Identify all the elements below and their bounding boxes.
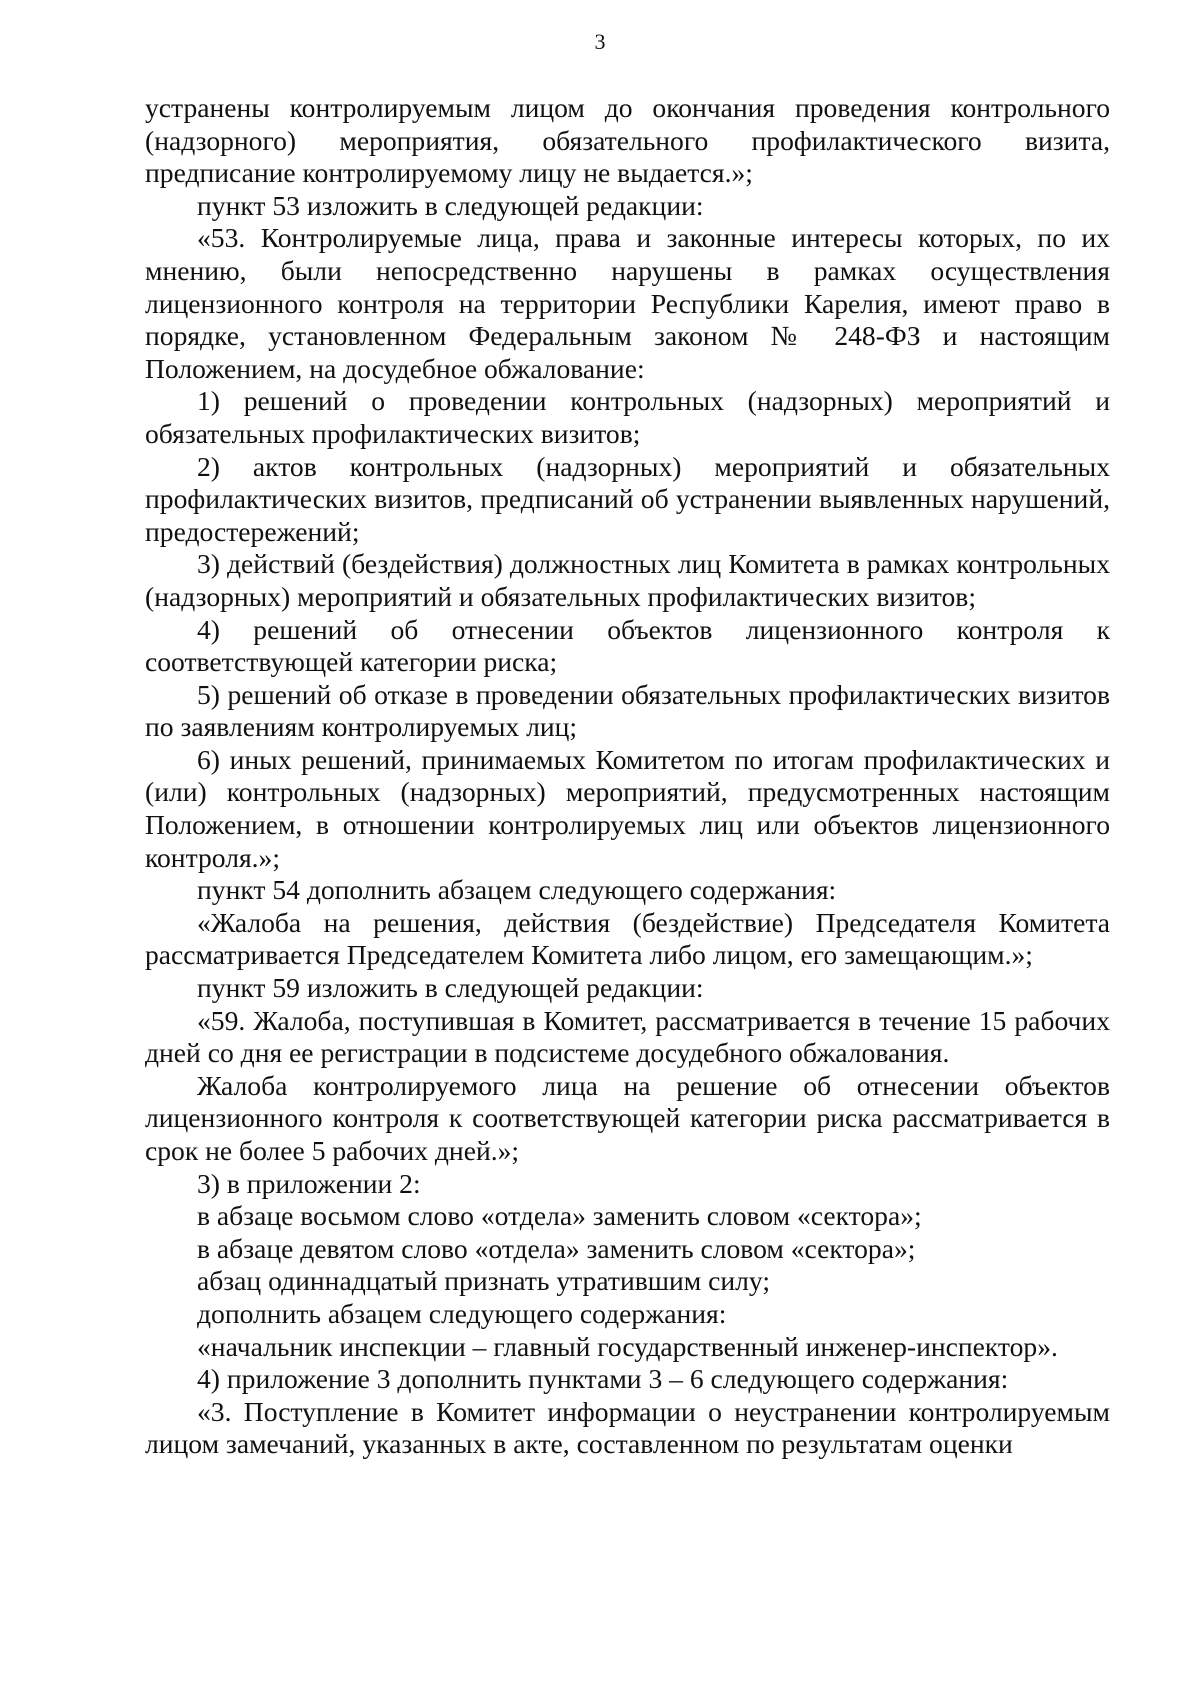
paragraph: 1) решений о проведении контрольных (надзорных) мероприятий и обязательных профилактических визитов; <box>145 385 1110 449</box>
paragraph: «Жалоба на решения, действия (бездействие) Председателя Комитета рассматривается Председателем Комитета либо лицом, его замещающим.»; <box>145 906 1110 971</box>
paragraph: пункт 59 изложить в следующей редакции: <box>197 972 704 1004</box>
paragraph: в абзаце девятом слово «отдела» заменить словом «сектора»; <box>197 1232 916 1264</box>
paragraph: «начальник инспекции – главный государственный инженер-инспектор». <box>197 1330 1058 1362</box>
paragraph: 6) иных решений, принимаемых Комитетом по итогам профилактических и (или) контрольных (надзорных) мероприятий, предусмотренных настоящим Положением, в отношении контролируемых лиц или объектов лицензионного контроля.»; <box>145 743 1110 873</box>
paragraph: «53. Контролируемые лица, права и законные интересы которых, по их мнению, были непосредственно нарушены в рамках осуществления лицензионного контроля на территории Республики Карелия, имеют право в порядке, установленном Федеральным законом № 248-ФЗ и настоящим Положением, на досудебное обжалование: <box>145 222 1110 384</box>
paragraph: пункт 53 изложить в следующей редакции: <box>197 189 704 221</box>
paragraph: 2) актов контрольных (надзорных) мероприятий и обязательных профилактических визитов, предписаний об устранении выявленных нарушений, предостережений; <box>145 450 1110 547</box>
paragraph: 5) решений об отказе в проведении обязательных профилактических визитов по заявлениям контролируемых лиц; <box>145 678 1110 743</box>
paragraph: пункт 54 дополнить абзацем следующего содержания: <box>197 874 837 906</box>
paragraph: в абзаце восьмом слово «отдела» заменить словом «сектора»; <box>197 1200 922 1232</box>
paragraph: 4) решений об отнесении объектов лицензионного контроля к соответствующей категории риска; <box>145 613 1110 678</box>
paragraph: «3. Поступление в Комитет информации о неустранении контролируемым лицом замечаний, указанных в акте, составленном по результатам оценки <box>145 1395 1110 1460</box>
paragraph: 3) действий (бездействия) должностных лиц Комитета в рамках контрольных (надзорных) мероприятий и обязательных профилактических визитов; <box>145 548 1110 612</box>
paragraph: дополнить абзацем следующего содержания: <box>197 1297 727 1329</box>
paragraph: устранены контролируемым лицом до окончания проведения контрольного (надзорного) мероприятия, обязательного профилактического визита, предписание контролируемому лицу не выдается.»; <box>145 92 1110 189</box>
paragraph: Жалоба контролируемого лица на решение об отнесении объектов лицензионного контроля к соответствующей категории риска рассматривается в срок не более 5 рабочих дней.»; <box>145 1069 1110 1166</box>
page-number: 3 <box>594 29 606 54</box>
document-body <box>145 92 1110 1461</box>
paragraph: абзац одиннадцатый признать утратившим силу; <box>197 1265 771 1297</box>
paragraph: «59. Жалоба, поступившая в Комитет, рассматривается в течение 15 рабочих дней со дня ее регистрации в подсистеме досудебного обжалования. <box>145 1004 1110 1069</box>
paragraph: 3) в приложении 2: <box>197 1167 421 1199</box>
paragraph: 4) приложение 3 дополнить пунктами 3 – 6 следующего содержания: <box>197 1363 1009 1395</box>
